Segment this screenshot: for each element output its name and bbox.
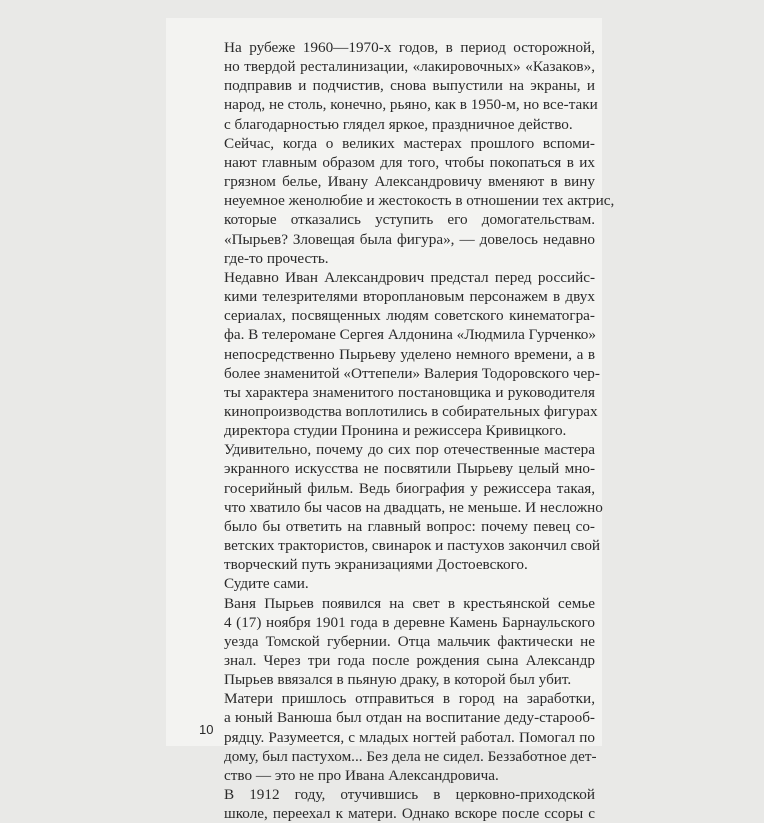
text-line: но твердой ресталинизации, «лакировочных» «Казаков»,	[224, 58, 595, 76]
text-line: директора студии Пронина и режиссера Кривицкого.	[224, 422, 567, 440]
text-line: что хватило бы часов на двадцать, не меньше. И несложно	[224, 498, 603, 516]
text-line: Удивительно, почему до сих пор отечественные мастера	[224, 441, 595, 459]
paragraph	[198, 268, 600, 440]
text-line: а юный Ванюша был отдан на воспитание деду-старооб-	[224, 709, 595, 727]
text-line: фа. В телеромане Сергея Алдонина «Людмила Гурченко»	[224, 326, 596, 344]
text-line: На рубеже 1960—1970-х годов, в период осторожной,	[224, 39, 595, 56]
text-line: было бы ответить на главный вопрос: почему певец со-	[224, 517, 595, 535]
text-line: Матери пришлось отправиться в город на заработки,	[224, 690, 595, 708]
text-line: кинопроизводства воплотились в собирательных фигурах	[224, 402, 598, 420]
text-line: ство — это не про Ивана Александровича.	[224, 766, 499, 784]
text-line: В 1912 году, отучившись в церковно-приходской	[224, 786, 595, 804]
paragraph	[198, 440, 603, 574]
paragraph	[198, 785, 595, 823]
text-line: творческий путь экранизациями Достоевского.	[224, 556, 528, 574]
text-line: грязном белье, Ивану Александровичу вменяют в вину	[224, 173, 595, 191]
text-line: ты характера знаменитого постановщика и руководителя	[224, 383, 595, 401]
text-line: более знаменитой «Оттепели» Валерия Тодоровского чер-	[224, 364, 600, 382]
text-line: уезда Томской губернии. Отца мальчик фактически не	[224, 632, 595, 650]
text-line: народ, не столь, конечно, рьяно, как в 1950-м, но все-таки	[224, 96, 598, 114]
text-line: знал. Через три года после рождения сына Александр	[224, 652, 595, 669]
text-line: где-то прочесть.	[224, 249, 329, 267]
text-line: Пырьев ввязался в пьяную драку, в которой был убит.	[224, 671, 572, 689]
text-line: с благодарностью глядел яркое, праздничное действо.	[224, 115, 573, 133]
text-line: госерийный фильм. Ведь биография у режиссера такая,	[224, 479, 595, 497]
paragraph	[198, 574, 595, 593]
text-line: неуемное женолюбие и жестокость в отношении тех актрис,	[224, 192, 615, 210]
text-line: экранного искусства не посвятили Пырьеву целый мно-	[224, 460, 595, 478]
text-line: нают главным образом для того, чтобы покопаться в их	[224, 153, 595, 171]
text-line: ветских трактористов, свинарок и пастухов закончил свой	[224, 537, 601, 555]
text-line: Недавно Иван Александрович предстал перед российс-	[224, 268, 595, 286]
page-number: 10	[199, 722, 214, 737]
text-line: школе, переехал к матери. Однако вскоре после ссоры с	[224, 805, 595, 823]
body-text	[198, 38, 615, 823]
paragraph	[198, 594, 595, 690]
text-line: сериалах, посвященных людям советского кинематогра-	[224, 307, 595, 325]
text-line: Ваня Пырьев появился на свет в крестьянской семье	[224, 594, 595, 612]
text-line: Сейчас, когда о великих мастерах прошлого вспоми-	[224, 134, 595, 152]
text-line: дому, был пастухом... Без дела не сидел. Беззаботное дет-	[224, 747, 597, 765]
text-line: «Пырьев? Зловещая была фигура», — довелось недавно	[224, 230, 595, 248]
text-line: непосредственно Пырьеву уделено немного времени, а в	[224, 345, 595, 363]
text-line: которые отказались уступить его домогательствам.	[224, 211, 595, 229]
text-line: рядцу. Разумеется, с младых ногтей работал. Помогал по	[224, 728, 595, 746]
paragraph	[198, 134, 615, 268]
text-line: кими телезрителями второплановым персонажем в двух	[224, 288, 595, 306]
text-line: 4 (17) ноября 1901 года в деревне Камень Барнаульского	[224, 613, 595, 631]
paragraph	[198, 38, 598, 134]
paragraph	[198, 689, 595, 785]
text-line: подправив и подчистив, снова выпустили на экраны, и	[224, 77, 595, 95]
text-line: Судите сами.	[224, 575, 309, 593]
